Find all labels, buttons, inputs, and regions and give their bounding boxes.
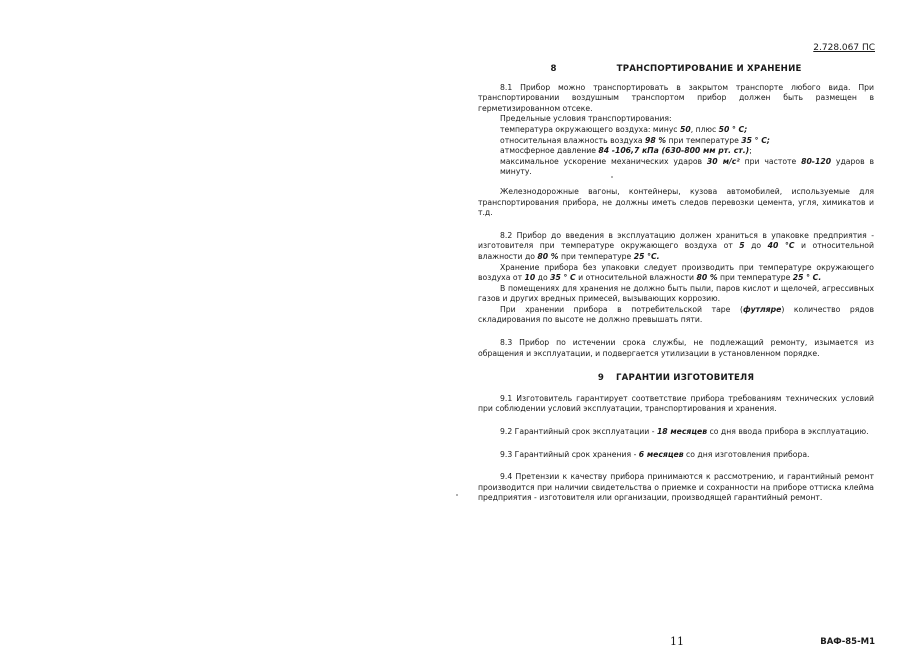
paragraph-8-2: 8.2 Прибор до введения в эксплуатацию должен храниться в упаковке предприятия - изготовителя при температуре окружающего воздуха от 5 до 40 °С и относительной влажности до 80 % при температуре 25 °С. <box>478 230 874 261</box>
paragraph-9-2: 9.2 Гарантийный срок эксплуатации - 18 месяцев со дня ввода прибора в эксплуатацию. <box>500 427 869 437</box>
paragraph-storage-rooms: В помещениях для хранения не должно быть пыли, паров кислот и щелочей, агрессивных газов и других вредных примесей, вызывающих коррозию. <box>478 283 874 304</box>
paragraph-storage-no-pack: Хранение прибора без упаковки следует производить при температуре окружающего воздуха от 10 до 35 ° С и относительной влажности 80 % при температуре 25 ° С. <box>478 262 874 283</box>
paragraph-rail-transport: Железнодорожные вагоны, контейнеры, кузова автомобилей, используемые для транспортирования прибора, не должны иметь следов перевозки цемента, угля, химикатов и т.д. <box>478 186 874 218</box>
section-9-number: 9 <box>597 373 604 384</box>
section-8-heading <box>478 64 874 75</box>
condition-humidity: относительная влажность воздуха 98 % при температуре 35 ° С; <box>500 135 770 145</box>
condition-acceleration: максимальное ускорение механических ударов 30 м/с² при частоте 80-120 ударов в минуту. <box>500 156 874 177</box>
paragraph-tare: При хранении прибора в потребительской таре (футляре) количество рядов складирования по высоте не должно превышать пяти. <box>478 304 874 325</box>
limits-title: Предельные условия транспортирования: <box>500 114 672 124</box>
scan-speck <box>611 176 613 178</box>
paragraph-9-3: 9.3 Гарантийный срок хранения - 6 месяцев со дня изготовления прибора. <box>500 449 810 459</box>
section-9-title: ГАРАНТИИ ИЗГОТОВИТЕЛЯ <box>616 373 755 384</box>
section-8-number: 8 <box>550 64 557 74</box>
page-number: 11 <box>670 635 684 648</box>
document-code: 2.728.067 ПС <box>813 43 875 53</box>
condition-pressure: атмосферное давление 84 -106,7 кПа (630-800 мм рт. ст.); <box>500 146 752 156</box>
paragraph-8-1: 8.1 Прибор можно транспортировать в закрытом транспорте любого вида. При транспортировании воздушным транспортом прибор должен быть размещен в герметизированном отсеке. <box>478 82 874 113</box>
page-content <box>478 60 874 504</box>
paragraph-8-3: 8.3 Прибор по истечении срока службы, не подлежащий ремонту, изымается из обращения и эксплуатации, и подвергается утилизации в установленном порядке. <box>478 338 874 358</box>
transport-conditions <box>478 114 874 156</box>
paragraph-9-1: 9.1 Изготовитель гарантирует соответствие прибора требованиям технических условий при соблюдении условий эксплуатации, транспортирования и хранения. <box>478 393 874 414</box>
scan-speck <box>456 494 458 496</box>
paragraph-9-4: 9.4 Претензии к качеству прибора принимаются к рассмотрению, и гарантийный ремонт производится при наличии свидетельства о приемке и сохранности на приборе оттиска клейма предприятия - изготовителя или организации, производящей гарантийный ремонт. <box>478 472 874 503</box>
condition-temperature: температура окружающего воздуха: минус 50, плюс 50 ° С; <box>500 124 748 134</box>
section-9-heading <box>478 373 874 384</box>
model-code: ВАФ-85-М1 <box>820 637 875 647</box>
section-8-title: ТРАНСПОРТИРОВАНИЕ И ХРАНЕНИЕ <box>616 64 802 74</box>
